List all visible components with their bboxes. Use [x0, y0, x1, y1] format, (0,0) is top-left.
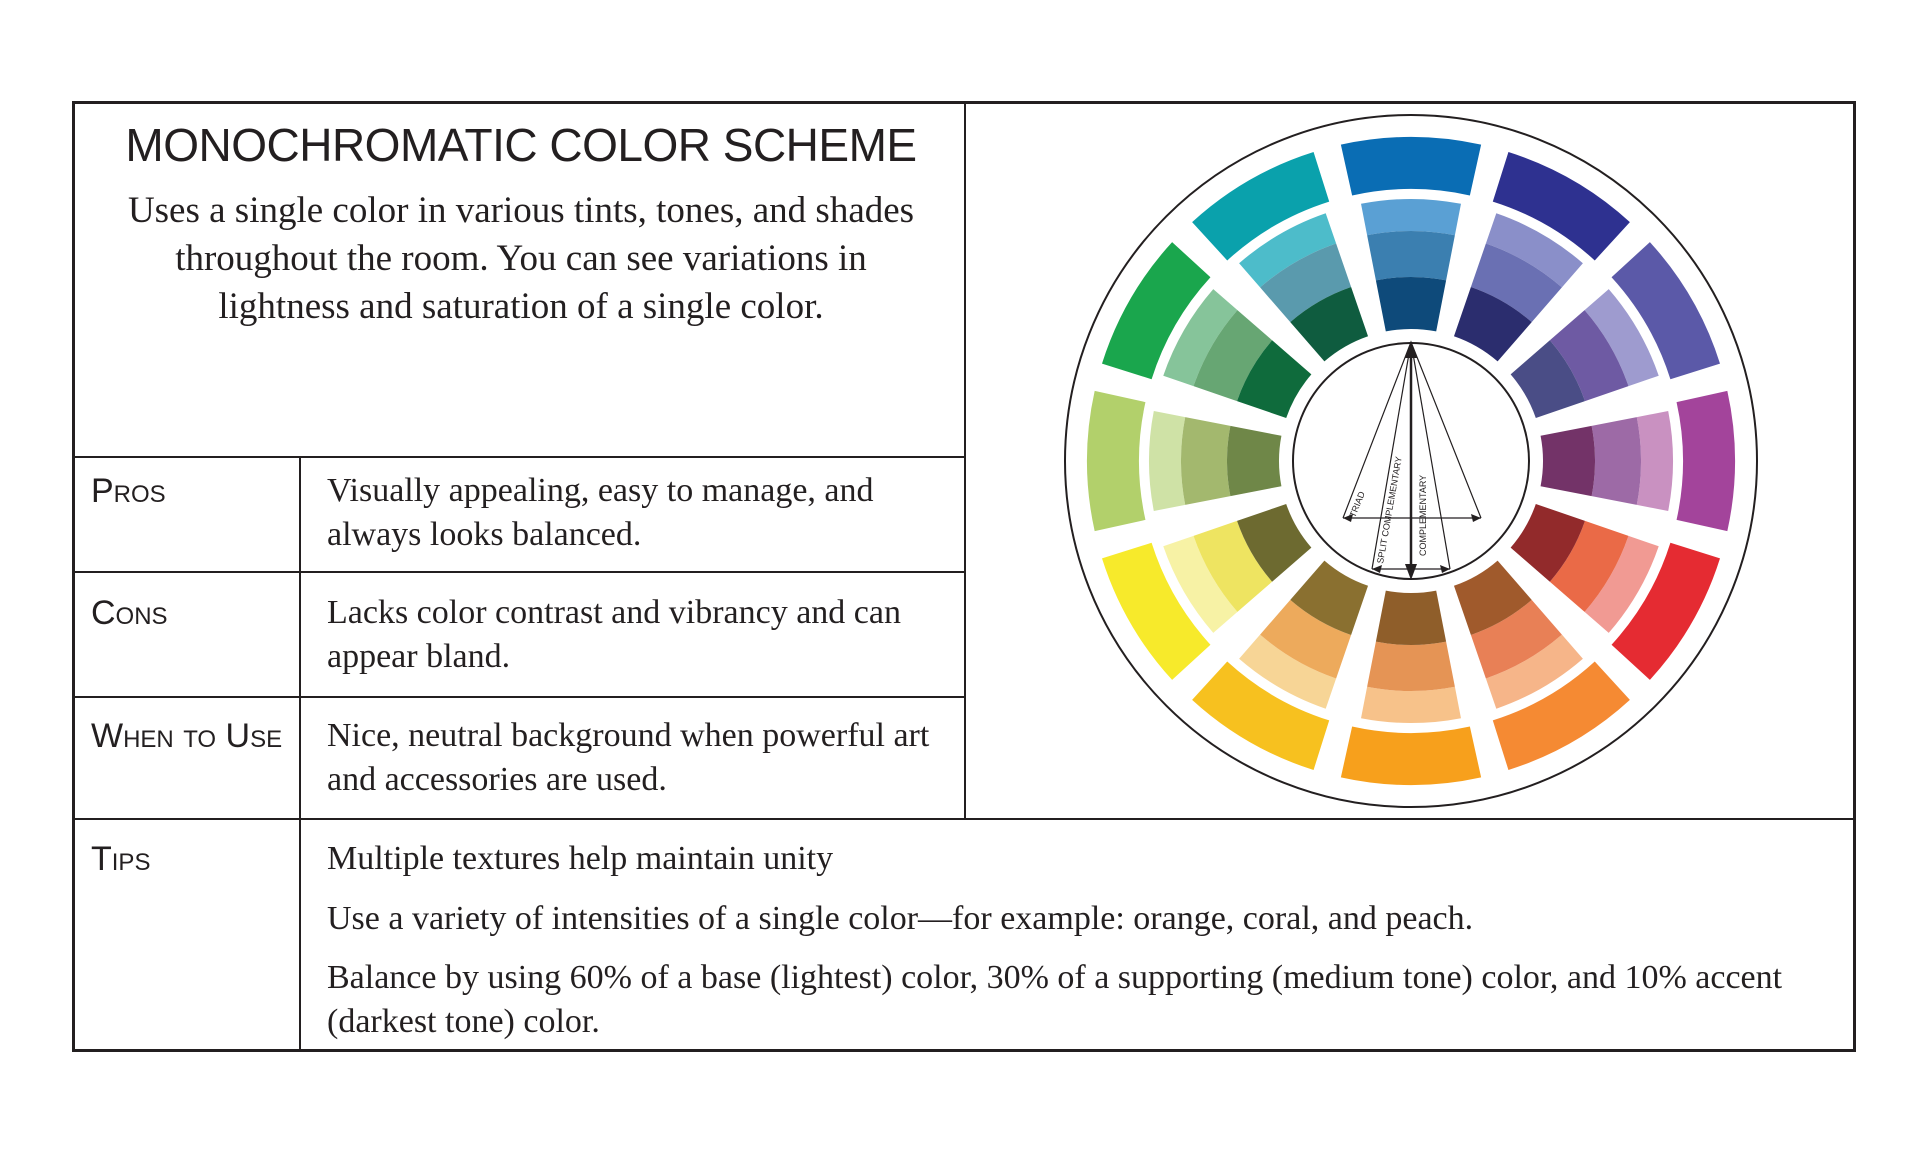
wheel-segment-shade-yellow-green	[1227, 426, 1281, 496]
header-divider	[75, 456, 966, 458]
when-to-use-label: When to Use	[91, 717, 283, 755]
cons-value: Lacks color contrast and vibrancy and can appear bland.	[327, 594, 901, 675]
wheel-segment-tone-red-violet	[1592, 417, 1641, 505]
pros-value: Visually appealing, easy to manage, and always looks balanced.	[327, 472, 874, 553]
wheel-segment-pure-yellow-green	[1087, 391, 1145, 531]
wheel-segment-shade-red-violet	[1541, 426, 1595, 496]
wheel-segment-shade-orange	[1376, 591, 1446, 645]
wheel-segment-tone-blue	[1367, 231, 1455, 280]
wheel-segment-shade-blue	[1376, 277, 1446, 331]
scheme-card	[72, 101, 1856, 1052]
tip-item: Balance by using 60% of a base (lightest) color, 30% of a supporting (medium tone) color, and 10% accent (darkest tone) color.	[327, 959, 1783, 1040]
wheel-segment-tone-yellow-green	[1181, 417, 1230, 505]
tips-divider	[75, 818, 1853, 820]
label-column-divider	[299, 456, 301, 1049]
when-to-use-value: Nice, neutral background when powerful art and accessories are used.	[327, 717, 930, 798]
wheel-segment-tint-red-violet	[1637, 411, 1673, 511]
center-divider	[964, 104, 966, 818]
page-title: MONOCHROMATIC COLOR SCHEME	[125, 119, 917, 171]
triad-label: TRIAD	[1347, 489, 1367, 519]
wheel-segment-pure-red-violet	[1677, 391, 1735, 531]
complementary-label: COMPLEMENTARY	[1418, 474, 1428, 556]
pros-label: Pros	[91, 472, 166, 510]
tip-item: Multiple textures help maintain unity	[327, 840, 834, 877]
wheel-segment-pure-blue	[1341, 137, 1481, 195]
split-complementary-label: SPLIT COMPLEMENTARY	[1375, 455, 1404, 565]
cons-divider	[75, 696, 966, 698]
pros-divider	[75, 571, 966, 573]
wheel-segment-pure-orange	[1341, 727, 1481, 785]
wheel-segment-tint-orange	[1361, 687, 1461, 723]
color-wheel-panel	[967, 104, 1856, 818]
color-wheel	[967, 104, 1856, 818]
scheme-description: Uses a single color in various tints, tones, and shades throughout the room. You can see variations in lightness and saturation of a single color.	[127, 190, 915, 327]
wheel-segment-tint-yellow-green	[1149, 411, 1185, 511]
tips-label: Tips	[91, 840, 151, 878]
wheel-segment-tone-orange	[1367, 642, 1455, 691]
wheel-segment-tint-blue	[1361, 199, 1461, 235]
tip-item: Use a variety of intensities of a single color—for example: orange, coral, and peach.	[327, 900, 1474, 937]
cons-label: Cons	[91, 594, 168, 632]
